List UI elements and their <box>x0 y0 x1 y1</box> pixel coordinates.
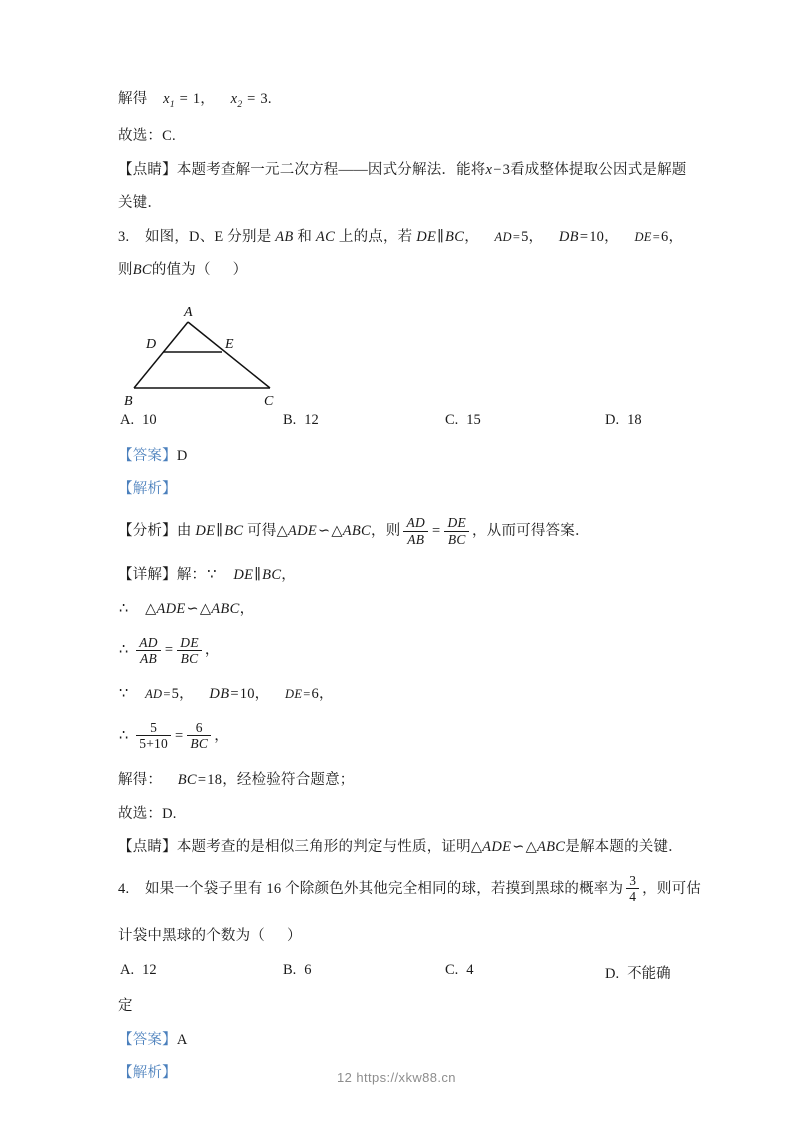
q2-choose-label: 故选： <box>118 128 163 145</box>
q2-choose-line <box>118 129 678 144</box>
q3-fenxi-line <box>118 516 678 547</box>
q3-option-b-key: B. <box>283 411 297 428</box>
q4-options-row <box>118 962 678 983</box>
q4-probability-fraction <box>626 873 639 904</box>
q2-solve-prefix: 解得 <box>118 91 148 107</box>
q3-step5-fraction-2 <box>187 720 211 751</box>
q3-insight-a: 本题考查的是相似三角形的判定与性质，证明 <box>176 839 471 856</box>
q4-option-a-value: 12 <box>142 962 157 979</box>
q3-given2-lhs: DB <box>558 228 579 245</box>
q4-options-wrap-line <box>118 999 678 1014</box>
vertex-label-c: C <box>264 394 274 409</box>
q4-option-d-key: D. <box>605 966 620 983</box>
q3-analysis-tag: 【解析】 <box>118 481 177 498</box>
q3-step5-eq: = <box>174 727 184 744</box>
vertex-label-e: E <box>225 337 234 352</box>
q4-stem-b: 个除颜色外其他完全相同的球，若摸到黑球的概率为 <box>285 880 624 897</box>
q4-option-d[interactable] <box>605 962 671 983</box>
q4-prob-num: 3 <box>629 873 637 889</box>
q3-analysis-line <box>118 482 678 497</box>
q3-step3-end: ， <box>204 642 220 659</box>
q3-insight-ade: ADE <box>482 839 512 856</box>
q3-step4-de: DE <box>285 687 303 702</box>
q2-period: . <box>267 91 272 107</box>
q4-stem-c: ，则可估 <box>642 880 701 897</box>
q3-step2-line <box>118 602 678 617</box>
q3-fenxi-triangle-2-icon: △ <box>331 522 343 539</box>
q2-insight-line-1 <box>118 161 687 178</box>
q3-result-bc: BC <box>177 772 197 789</box>
q4-option-c-value: 4 <box>466 962 474 979</box>
q3-step3-fraction-1 <box>136 635 161 666</box>
q3-step5-line <box>118 721 678 752</box>
q3-step4-de-val: 6 <box>311 686 319 703</box>
q3-fenxi-frac2-den: BC <box>444 531 469 547</box>
q3-result-val: 18 <box>207 772 223 789</box>
q3-because-icon-1: ∵ <box>207 567 217 584</box>
q4-stem-line2-close: ） <box>287 927 302 944</box>
q3-option-d[interactable] <box>605 412 642 429</box>
q3-stem-comma-2: ， <box>528 228 544 245</box>
q3-fenxi-b: 可得 <box>247 522 277 539</box>
q3-option-c[interactable] <box>445 412 481 429</box>
q3-result-eq: = <box>197 772 207 789</box>
q3-insight-b: 是解本题的关键． <box>565 839 683 856</box>
q3-stem-line2-a: 则 <box>118 262 133 279</box>
q3-step4-db-val: 10 <box>239 686 255 703</box>
q3-stem-comma-1: ， <box>464 228 479 245</box>
q4-option-b-value: 6 <box>304 962 312 979</box>
q3-fenxi-tag: 【分析】 <box>118 522 177 539</box>
q3-stem-a: 如图，D、E 分别是 <box>144 228 272 245</box>
page-content <box>118 91 701 1100</box>
q4-stem-line-2 <box>118 929 678 944</box>
q3-step2-triangle-2-icon: △ <box>199 600 212 617</box>
q3-fenxi-fraction-1 <box>403 515 428 546</box>
q3-stem-ab: AB <box>275 228 294 245</box>
q3-insight-similar-icon: ∽ <box>512 839 525 856</box>
q3-option-c-value: 15 <box>466 411 481 428</box>
q3-fenxi-frac1-num: AD <box>406 515 426 531</box>
q4-stem-a: 如果一个袋子里有 <box>144 880 263 897</box>
q4-answer-value: A <box>176 1031 188 1048</box>
q3-stem-bc: BC <box>445 228 465 245</box>
q3-step2-similar-icon: ∽ <box>186 600 199 617</box>
q3-step2-abc: ABC <box>211 600 240 617</box>
q3-option-d-key: D. <box>605 411 620 428</box>
q2-insight-num: 3 <box>502 161 511 178</box>
q3-answer-value: D <box>176 447 188 464</box>
segment-ac <box>188 322 270 388</box>
q3-step3-eq: = <box>164 642 174 659</box>
q2-x2-val: 3 <box>260 91 268 107</box>
q2-x2-var: x <box>230 91 238 107</box>
q3-stem-ac: AC <box>315 228 336 245</box>
q3-step3-frac2-num: DE <box>180 634 199 650</box>
q3-step4-val: 5 <box>171 686 180 703</box>
q3-step3-frac1-den: AB <box>136 650 161 666</box>
q3-step4-eq: = <box>163 687 171 702</box>
q3-stem-c: 上的点，若 <box>338 228 413 245</box>
q3-option-d-value: 18 <box>627 411 642 428</box>
q4-option-b[interactable] <box>283 962 312 979</box>
q3-fenxi-frac2-num: DE <box>447 515 467 531</box>
q4-prob-den: 4 <box>626 888 639 904</box>
q3-stem-comma-4: ， <box>668 228 684 245</box>
q3-step1-end: ， <box>281 567 296 584</box>
q4-answer-tag: 【答案】 <box>118 1031 177 1048</box>
q4-stem-line2: 计袋中黑球的个数为（ <box>118 927 265 944</box>
q3-xiangjie-tag: 【详解】 <box>118 567 177 584</box>
q3-fenxi-a: 由 <box>176 522 192 539</box>
q3-step4-db-eq: = <box>230 686 239 703</box>
q3-stem-line2-b: 的值为（ <box>151 262 211 279</box>
q3-choose-line <box>118 807 678 822</box>
q4-analysis-tag: 【解析】 <box>118 1065 177 1082</box>
q2-comma-1: ， <box>200 91 215 107</box>
q3-therefore-icon-3: ∴ <box>119 727 129 744</box>
q3-fenxi-ade: ADE <box>287 522 318 539</box>
q4-option-b-key: B. <box>283 962 297 979</box>
q4-option-d-value: 不能确 <box>627 966 671 983</box>
q2-insight-var: x <box>485 161 493 178</box>
q4-answer-line <box>118 1033 678 1048</box>
q3-fenxi-par: ∥ <box>216 522 224 539</box>
q3-stem-line2-bc: BC <box>132 262 152 279</box>
q3-step3-line <box>118 635 678 666</box>
q3-xiangjie-jie: 解： <box>176 567 207 584</box>
q3-option-c-key: C. <box>445 411 459 428</box>
q3-answer-tag: 【答案】 <box>118 447 177 464</box>
q3-choose-label: 故选： <box>118 805 163 822</box>
q3-fenxi-similar-icon: ∽ <box>318 522 331 539</box>
q2-solve-line <box>118 92 678 110</box>
q3-step4-line <box>118 687 678 702</box>
page-footer: 12 https://xkw88.cn <box>337 1070 456 1085</box>
q2-insight-op: − <box>493 161 502 178</box>
q4-option-a-key: A. <box>120 962 135 979</box>
q3-option-a-value: 10 <box>142 411 157 428</box>
q2-insight-text-a: 本题考查解一元二次方程——因式分解法．能将 <box>176 161 486 178</box>
q3-fenxi-de: DE <box>195 522 216 539</box>
q3-given2-val: 10 <box>589 228 605 245</box>
q3-because-icon-2: ∵ <box>119 686 129 703</box>
triangle-figure <box>118 302 338 414</box>
q3-fenxi-fraction-2 <box>444 515 469 546</box>
q3-step2-end: ， <box>239 600 255 617</box>
vertex-label-a: A <box>184 305 193 320</box>
q3-xiangjie-line <box>118 568 678 583</box>
q3-insight-line <box>118 839 683 856</box>
q4-option-a[interactable] <box>120 962 157 979</box>
q3-insight-tag: 【点睛】 <box>118 839 177 856</box>
q2-x1-val: 1 <box>192 91 201 107</box>
q4-option-d-wrap: 定 <box>118 998 133 1015</box>
q3-stem-parallel: ∥ <box>437 228 445 245</box>
q3-step5-frac2-num: 6 <box>195 720 203 736</box>
q3-fenxi-comma: ， <box>371 522 386 539</box>
q3-result-tail: ，经检验符合题意； <box>222 772 355 789</box>
q3-given1-eq: = <box>512 229 521 244</box>
q2-insight-text-c: 关键． <box>118 195 163 212</box>
q3-given1-val: 5 <box>521 228 529 245</box>
q3-fenxi-abc: ABC <box>342 522 372 539</box>
vertex-label-d: D <box>146 337 157 352</box>
q3-insight-triangle-1-icon: △ <box>470 839 483 856</box>
q3-step5-end: ， <box>214 727 229 744</box>
q3-option-a-key: A. <box>120 411 135 428</box>
segment-ab <box>134 322 188 388</box>
q3-fenxi-c: ，从而可得答案． <box>472 522 590 539</box>
q3-step5-frac1-den: 5+10 <box>136 735 171 751</box>
q3-stem-line-1 <box>118 228 684 245</box>
q3-given3-val: 6 <box>660 228 669 245</box>
q3-step4-comma-2: ， <box>254 686 270 703</box>
q3-stem-b: 和 <box>297 228 313 245</box>
q3-option-a[interactable] <box>120 412 157 429</box>
q3-fenxi-triangle-1-icon: △ <box>276 522 288 539</box>
q3-step4-comma-3: ， <box>318 686 334 703</box>
q2-x2-sub: 2 <box>237 99 243 110</box>
q2-x1-sub: 1 <box>169 99 175 110</box>
q3-number: 3. <box>118 228 130 245</box>
q3-choose-value: D. <box>162 805 177 822</box>
q3-stem-de: DE <box>416 228 437 245</box>
q3-step2-ade: ADE <box>156 600 186 617</box>
q3-step4-comma-1: ， <box>179 686 194 703</box>
q3-step4-ad: AD <box>145 687 163 702</box>
q2-insight-line-2 <box>118 196 678 211</box>
q3-step5-fraction-1 <box>136 720 171 751</box>
q3-fenxi-bc: BC <box>224 522 244 539</box>
q4-option-c-key: C. <box>445 962 459 979</box>
q2-x1-var: x <box>163 91 170 107</box>
q2-insight-tag: 【点睛】 <box>118 161 177 178</box>
q3-given3-lhs: DE <box>634 229 652 244</box>
q3-options-row <box>118 412 678 430</box>
q3-step3-frac2-den: BC <box>177 650 202 666</box>
q4-stem-count: 16 <box>266 880 282 897</box>
q3-fenxi-then: 则 <box>385 522 401 539</box>
q2-insight-text-b: 看成整体提取公因式是解题 <box>510 161 687 178</box>
q3-answer-line <box>118 449 678 464</box>
q3-fenxi-frac1-den: AB <box>403 531 428 547</box>
q3-given1-lhs: AD <box>494 229 512 244</box>
q3-insight-abc: ABC <box>536 839 566 856</box>
q3-step1-par: ∥ <box>254 567 262 584</box>
q3-option-b[interactable] <box>283 412 319 429</box>
q3-step3-frac1-num: AD <box>139 634 158 650</box>
q3-step4-de-eq: = <box>303 687 311 702</box>
q3-insight-triangle-2-icon: △ <box>525 839 537 856</box>
q4-option-c[interactable] <box>445 962 474 979</box>
q3-step3-fraction-2 <box>177 635 202 666</box>
q3-step5-frac2-den: BC <box>187 735 211 751</box>
q2-choose-value: C. <box>162 128 176 145</box>
q2-x2-eq: = <box>247 91 256 107</box>
q3-stem-line2-c: ） <box>232 262 248 279</box>
q3-step1-de: DE <box>233 567 254 584</box>
q4-number: 4. <box>118 880 130 897</box>
q3-therefore-icon-1: ∴ <box>119 600 129 617</box>
q3-result-label: 解得： <box>118 772 163 789</box>
q3-option-b-value: 12 <box>304 411 319 428</box>
q3-fenxi-frac-eq: = <box>432 522 441 539</box>
q3-step4-db: DB <box>209 686 230 703</box>
q3-stem-line-2 <box>118 263 678 278</box>
triangle-svg <box>118 302 338 414</box>
q3-step1-bc: BC <box>262 567 282 584</box>
q3-result-line <box>118 773 678 788</box>
q3-step5-frac1-num: 5 <box>150 720 158 736</box>
q3-given2-eq: = <box>579 228 589 245</box>
q2-x1-eq: = <box>179 91 188 107</box>
q3-given3-eq: = <box>652 229 660 244</box>
vertex-label-b: B <box>124 394 133 409</box>
q3-therefore-icon-2: ∴ <box>119 642 129 659</box>
q4-stem-line-1 <box>118 873 701 905</box>
q3-step2-triangle-1-icon: △ <box>145 600 157 617</box>
q3-stem-comma-3: ， <box>604 228 619 245</box>
